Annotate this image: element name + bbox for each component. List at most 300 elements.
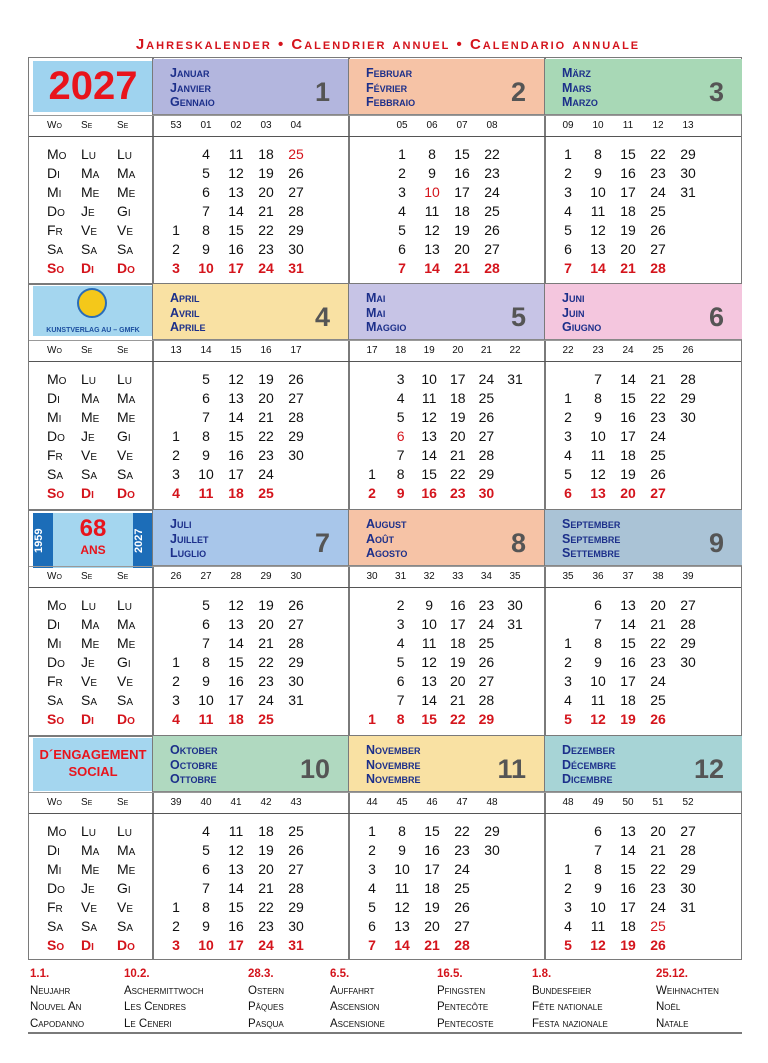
weekday-label: Do (117, 260, 135, 276)
day-cell: 30 (507, 597, 523, 613)
day-cell: 4 (564, 918, 572, 934)
weekday-label: Me (81, 861, 100, 877)
year-label: 2027 (33, 61, 153, 112)
anniversary-from: 1959 (33, 513, 53, 568)
week-number: 27 (200, 571, 212, 582)
day-cell: 26 (288, 842, 304, 858)
month-name: Aprile (170, 320, 206, 334)
day-cell: 9 (202, 241, 210, 257)
day-cell: 3 (398, 184, 406, 200)
week-label: Wo (47, 345, 62, 356)
day-cell: 31 (507, 616, 523, 632)
weekday-label: Ve (117, 899, 134, 915)
weekday-label: Lu (81, 823, 97, 839)
weekday-label: Me (117, 861, 136, 877)
month-name: Juni (562, 291, 585, 305)
day-cell: 19 (258, 597, 274, 613)
weekday-label: Lu (81, 371, 97, 387)
day-cell: 4 (564, 692, 572, 708)
day-cell: 22 (650, 390, 666, 406)
day-cell: 13 (228, 616, 244, 632)
week-number: 36 (592, 571, 604, 582)
day-cell: 27 (478, 673, 495, 689)
day-cell: 25 (650, 918, 666, 934)
weekday-label: Ve (81, 447, 98, 463)
holiday-name: Fête nationale (532, 1001, 603, 1013)
day-cell: 12 (421, 654, 437, 670)
day-cell: 7 (202, 880, 210, 896)
day-cell: 30 (680, 409, 696, 425)
day-cell: 17 (228, 937, 244, 953)
day-cell: 28 (484, 260, 500, 276)
day-cell: 12 (228, 597, 244, 613)
day-cell: 24 (258, 260, 274, 276)
day-cell: 24 (650, 184, 666, 200)
week-number: 42 (260, 797, 272, 808)
weekday-label: Do (117, 711, 135, 727)
day-cell: 16 (454, 165, 470, 181)
day-cell: 30 (680, 165, 696, 181)
holiday-date: 25.12. (656, 968, 688, 980)
weekday-label: Ma (81, 390, 100, 406)
weekday-label: Lu (81, 146, 97, 162)
week-number: 11 (622, 120, 634, 131)
day-cell: 15 (620, 390, 636, 406)
day-cell: 14 (421, 447, 437, 463)
month-name: Ottobre (170, 772, 217, 786)
publisher-name: KUNSTVERLAG AU – GMFK (46, 327, 140, 334)
day-cell: 1 (564, 390, 572, 406)
calendar-grid (28, 57, 742, 960)
weeknum-divider (29, 115, 741, 116)
day-cell: 22 (258, 428, 274, 444)
day-cell: 20 (450, 673, 466, 689)
day-cell: 24 (650, 899, 666, 915)
day-cell: 25 (478, 635, 495, 651)
holiday-name: Ascension (330, 1001, 380, 1013)
day-cell: 29 (288, 654, 304, 670)
day-cell: 11 (198, 711, 214, 727)
day-cell: 16 (450, 597, 466, 613)
day-cell: 3 (396, 371, 405, 387)
day-cell: 10 (198, 937, 214, 953)
day-cell: 25 (484, 203, 500, 219)
week-number: 23 (592, 345, 604, 356)
weekday-label: Fr (47, 447, 63, 463)
weekday-label: Ve (117, 222, 134, 238)
day-cell: 16 (620, 654, 636, 670)
month-name: Luglio (170, 546, 207, 560)
day-cell: 8 (202, 428, 210, 444)
weekday-label: Sa (81, 466, 98, 482)
weekday-label: Mo (47, 597, 67, 613)
month-names (366, 291, 406, 335)
week-number: 17 (290, 345, 302, 356)
day-cell: 3 (564, 428, 572, 444)
day-cell: 8 (594, 390, 602, 406)
day-cell: 6 (202, 184, 210, 200)
weekday-label: Mo (47, 823, 67, 839)
day-cell: 1 (172, 899, 180, 915)
day-cell: 1 (172, 222, 180, 238)
weekday-label: Fr (47, 222, 63, 238)
day-cell: 13 (590, 241, 606, 257)
week-number: 33 (452, 571, 464, 582)
month-name: Juillet (170, 531, 209, 546)
weekday-label: So (47, 711, 65, 727)
holiday-entry (124, 966, 204, 1032)
day-cell: 29 (288, 222, 304, 238)
weekday-label: Je (81, 203, 95, 219)
weekday-label: Ve (81, 899, 98, 915)
day-cell: 21 (454, 260, 470, 276)
day-cell: 20 (258, 861, 274, 877)
day-cell: 29 (478, 711, 495, 727)
day-cell: 4 (398, 203, 406, 219)
week-number: 35 (509, 571, 521, 582)
day-cell: 30 (484, 842, 500, 858)
weeknum-divider (29, 566, 741, 567)
week-label: Se (117, 345, 129, 356)
day-cell: 28 (454, 937, 470, 953)
weekday-label: Gi (117, 203, 131, 219)
day-cell: 3 (172, 260, 180, 276)
holiday-name: Noël (656, 1001, 681, 1013)
weekday-label: Di (81, 937, 94, 953)
day-cell: 16 (620, 409, 636, 425)
weekday-label: So (47, 485, 65, 501)
week-number: 18 (395, 345, 407, 356)
day-cell: 19 (450, 654, 466, 670)
week-number: 04 (290, 120, 302, 131)
holiday-entry (330, 966, 385, 1032)
day-cell: 19 (454, 222, 470, 238)
holiday-name: Pentecôte (437, 1001, 489, 1013)
day-cell: 9 (594, 165, 602, 181)
anniversary-badge (33, 513, 153, 568)
day-cell: 2 (368, 485, 376, 501)
day-cell: 12 (590, 222, 606, 238)
week-number: 08 (486, 120, 498, 131)
week-number: 17 (366, 345, 378, 356)
day-cell: 19 (424, 899, 440, 915)
day-cell: 6 (202, 390, 210, 406)
day-cell: 9 (202, 673, 210, 689)
day-cell: 10 (590, 428, 606, 444)
day-cell: 21 (424, 937, 440, 953)
month-names (170, 291, 206, 335)
holiday-name: Pâques (248, 1001, 284, 1013)
day-cell: 24 (258, 937, 274, 953)
day-cell: 13 (228, 184, 244, 200)
day-cell: 20 (454, 241, 470, 257)
day-cell: 22 (650, 146, 666, 162)
day-cell: 26 (650, 711, 666, 727)
day-cell: 23 (650, 654, 666, 670)
week-number: 52 (682, 797, 694, 808)
week-number: 35 (562, 571, 574, 582)
holiday-entry (437, 966, 494, 1032)
day-cell: 6 (396, 428, 405, 444)
day-cell: 6 (564, 485, 572, 501)
day-cell: 13 (424, 241, 440, 257)
month-names (170, 517, 208, 561)
holiday-entry (532, 966, 608, 1032)
day-cell: 2 (172, 241, 180, 257)
weekday-label: Sa (47, 918, 64, 934)
day-cell: 11 (590, 203, 606, 219)
week-number: 41 (230, 797, 242, 808)
month-number: 6 (708, 302, 724, 332)
day-cell: 28 (288, 409, 304, 425)
day-cell: 27 (650, 485, 666, 501)
day-cell: 3 (172, 466, 180, 482)
month-name: Juli (170, 517, 192, 531)
weekday-label: Sa (117, 692, 134, 708)
day-cell: 25 (258, 485, 274, 501)
day-cell: 12 (394, 899, 410, 915)
month-name: Febbraio (366, 95, 416, 109)
weekday-label: Ve (81, 673, 98, 689)
weekday-label: Ma (81, 842, 100, 858)
day-cell: 18 (620, 447, 636, 463)
week-number: 13 (170, 345, 182, 356)
month-name: Giugno (562, 320, 602, 334)
week-number: 09 (562, 120, 574, 131)
day-cell: 16 (620, 880, 636, 896)
day-cell: 30 (288, 918, 304, 934)
day-cell: 2 (398, 165, 406, 181)
month-name: Décembre (562, 757, 617, 772)
holiday-entry (30, 966, 84, 1032)
week-number: 26 (682, 345, 694, 356)
weekday-label: Sa (117, 466, 134, 482)
week-label: Se (117, 571, 129, 582)
day-cell: 5 (202, 371, 210, 387)
day-cell: 23 (478, 597, 495, 613)
weekday-label: Me (117, 409, 136, 425)
weekday-label: Me (81, 184, 100, 200)
week-number: 22 (509, 345, 521, 356)
month-number: 9 (708, 528, 724, 558)
day-cell: 12 (590, 466, 606, 482)
day-cell: 23 (650, 165, 666, 181)
day-cell: 31 (288, 692, 304, 708)
day-cell: 9 (428, 165, 436, 181)
day-cell: 17 (620, 184, 636, 200)
week-number: 39 (170, 797, 182, 808)
day-cell: 21 (650, 842, 666, 858)
anniversary-to: 2027 (133, 513, 153, 568)
day-cell: 2 (172, 673, 180, 689)
weekday-label: Ma (117, 616, 136, 632)
day-cell: 9 (594, 880, 602, 896)
day-cell: 6 (202, 616, 210, 632)
day-cell: 17 (454, 184, 470, 200)
day-cell: 5 (564, 466, 572, 482)
weekday-label: Lu (117, 597, 133, 613)
day-cell: 23 (258, 241, 274, 257)
weekday-label: Gi (117, 428, 131, 444)
holiday-date: 10.2. (124, 968, 150, 980)
day-cell: 15 (421, 466, 437, 482)
week-number: 02 (230, 120, 242, 131)
day-cell: 14 (228, 880, 244, 896)
week-number: 20 (452, 345, 464, 356)
day-cell: 15 (421, 711, 437, 727)
day-cell: 19 (258, 842, 274, 858)
day-cell: 17 (424, 861, 440, 877)
day-cell: 18 (228, 485, 244, 501)
month-header-2 (349, 59, 544, 115)
day-cell: 25 (288, 146, 304, 162)
week-number: 12 (652, 120, 664, 131)
day-cell: 5 (368, 899, 376, 915)
weekday-label: Sa (47, 692, 64, 708)
week-number: 13 (682, 120, 694, 131)
day-cell: 31 (288, 937, 304, 953)
weekday-label: Mi (47, 409, 62, 425)
weekday-label: Do (47, 654, 65, 670)
week-number: 10 (592, 120, 604, 131)
weekday-label: Do (117, 937, 135, 953)
day-cell: 28 (680, 616, 696, 632)
day-cell: 7 (594, 371, 602, 387)
day-cell: 13 (590, 485, 606, 501)
day-cell: 6 (398, 241, 406, 257)
weekday-label: Lu (81, 597, 97, 613)
day-cell: 23 (484, 165, 500, 181)
weekday-label: Ve (117, 447, 134, 463)
day-cell: 10 (424, 184, 440, 200)
holiday-name: Neujahr (30, 984, 71, 997)
day-cell: 30 (478, 485, 495, 501)
day-cell: 27 (288, 184, 304, 200)
day-cell: 13 (421, 428, 437, 444)
month-number: 10 (299, 754, 330, 784)
day-cell: 31 (680, 184, 696, 200)
day-cell: 27 (288, 390, 304, 406)
day-cell: 14 (620, 371, 636, 387)
day-cell: 7 (594, 616, 602, 632)
day-cell: 29 (288, 899, 304, 915)
holiday-name: Auffahrt (330, 984, 375, 997)
day-cell: 15 (228, 222, 244, 238)
weekday-label: Ma (81, 165, 100, 181)
month-header-7 (153, 510, 348, 566)
holiday-name: Natale (656, 1017, 689, 1030)
engagement-line-2: SOCIAL (68, 764, 118, 779)
weeknum-divider (29, 792, 741, 793)
day-cell: 22 (650, 635, 666, 651)
day-cell: 18 (450, 635, 466, 651)
day-cell: 9 (594, 409, 602, 425)
day-cell: 9 (202, 918, 210, 934)
week-number: 05 (396, 120, 408, 131)
day-cell: 19 (450, 409, 466, 425)
day-cell: 24 (478, 371, 495, 387)
day-cell: 22 (258, 899, 274, 915)
week-number: 19 (423, 345, 435, 356)
week-number: 21 (480, 345, 492, 356)
weekday-label: Di (81, 485, 94, 501)
day-cell: 8 (594, 861, 602, 877)
day-cell: 5 (564, 711, 572, 727)
day-cell: 11 (421, 635, 437, 651)
day-cell: 15 (424, 823, 440, 839)
holiday-name: Aschermittwoch (124, 984, 204, 997)
day-cell: 27 (478, 428, 495, 444)
day-cell: 3 (172, 692, 180, 708)
month-names (170, 66, 215, 110)
day-cell: 29 (680, 861, 696, 877)
day-cell: 14 (620, 842, 636, 858)
day-cell: 19 (620, 466, 636, 482)
weekday-label: Di (47, 842, 60, 858)
month-name: Januar (170, 66, 210, 80)
day-cell: 11 (590, 447, 606, 463)
day-cell: 17 (620, 673, 636, 689)
day-cell: 10 (590, 673, 606, 689)
day-cell: 20 (650, 597, 666, 613)
day-cell: 26 (288, 165, 304, 181)
days-divider (29, 136, 741, 137)
day-cell: 21 (258, 203, 274, 219)
day-cell: 16 (421, 485, 437, 501)
day-cell: 2 (564, 409, 572, 425)
weeknum-divider (29, 340, 741, 341)
day-cell: 14 (228, 203, 244, 219)
day-cell: 26 (650, 937, 666, 953)
weekday-label: Ve (81, 222, 98, 238)
month-names (366, 66, 415, 110)
day-cell: 23 (258, 447, 274, 463)
day-cell: 7 (202, 203, 210, 219)
day-cell: 30 (288, 241, 304, 257)
day-cell: 12 (228, 165, 244, 181)
day-cell: 4 (564, 447, 572, 463)
day-cell: 8 (202, 222, 210, 238)
holiday-name: Festa nazionale (532, 1017, 608, 1030)
holiday-entry (656, 966, 719, 1032)
logo-emblem-icon (77, 288, 107, 318)
day-cell: 20 (258, 616, 274, 632)
day-cell: 13 (228, 861, 244, 877)
day-cell: 4 (396, 390, 405, 406)
day-cell: 17 (620, 899, 636, 915)
day-cell: 6 (564, 241, 572, 257)
day-cell: 6 (368, 918, 376, 934)
weekday-label: Gi (117, 880, 131, 896)
week-number: 06 (426, 120, 438, 131)
day-cell: 22 (484, 146, 500, 162)
month-name: Gennaio (170, 95, 215, 109)
holiday-name: Le Ceneri (124, 1017, 172, 1030)
month-header-4 (153, 284, 348, 340)
day-cell: 27 (650, 241, 666, 257)
day-cell: 26 (478, 654, 495, 670)
month-header-6 (545, 284, 742, 340)
month-name: Janvier (170, 80, 211, 95)
day-cell: 6 (396, 673, 405, 689)
day-cell: 26 (650, 466, 666, 482)
day-cell: 29 (288, 428, 304, 444)
day-cell: 9 (594, 654, 602, 670)
week-number: 07 (456, 120, 468, 131)
day-cell: 26 (484, 222, 500, 238)
day-cell: 15 (454, 146, 470, 162)
day-cell: 17 (620, 428, 636, 444)
